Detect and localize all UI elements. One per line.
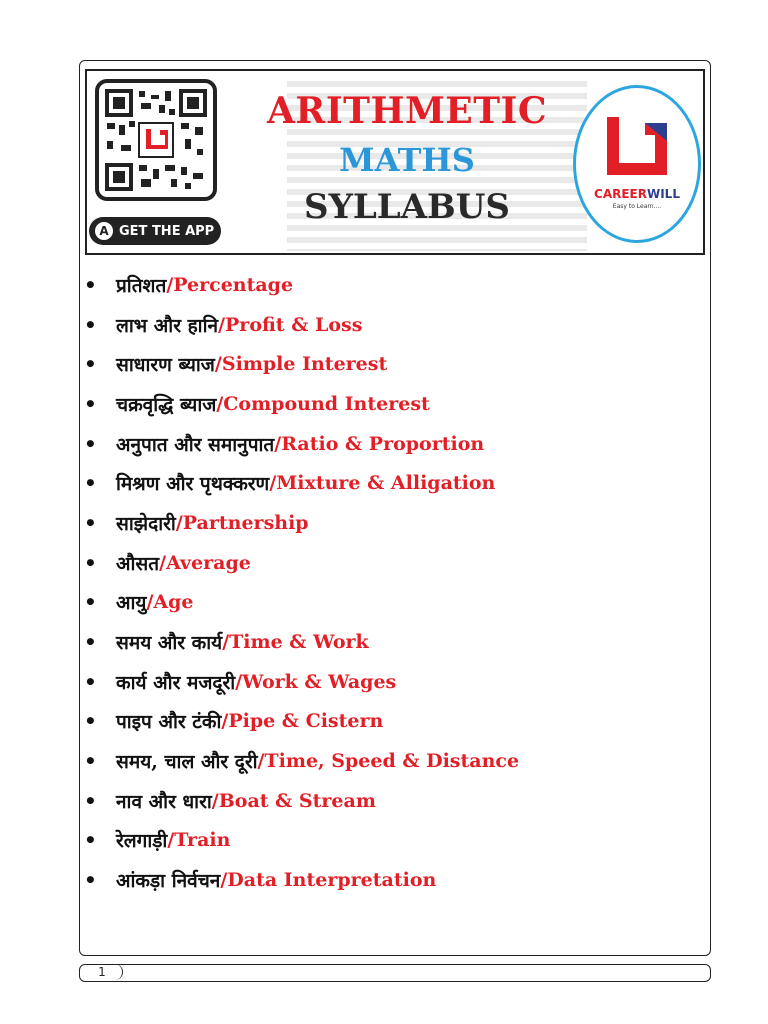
bullet-icon: • <box>84 471 97 496</box>
syllabus-list <box>84 265 704 900</box>
qr-code-icon[interactable] <box>95 79 217 201</box>
list-item: • आयु /Age <box>84 590 194 615</box>
get-app-label: GET THE APP <box>119 223 215 239</box>
bullet-icon: • <box>84 431 97 456</box>
page-number: 1 <box>82 964 123 980</box>
title-block <box>237 89 577 229</box>
list-item: • मिश्रण और पृथक्करण /Mixture & Alligation <box>84 471 496 496</box>
bullet-icon: • <box>84 391 97 416</box>
list-item: • प्रतिशत /Percentage <box>84 272 294 297</box>
footer-bar <box>79 964 711 982</box>
bullet-icon: • <box>84 590 97 615</box>
brand-name: CAREERWILL <box>594 187 680 201</box>
list-item: • साधारण ब्याज /Simple Interest <box>84 352 388 377</box>
header-banner <box>85 69 705 255</box>
list-item: • रेलगाड़ी /Train <box>84 828 231 853</box>
list-item: • औसत /Average <box>84 550 251 575</box>
bullet-icon: • <box>84 788 97 813</box>
app-store-icon: A <box>95 222 113 240</box>
list-item: • अनुपात और समानुपात /Ratio & Proportion <box>84 431 485 456</box>
bullet-icon: • <box>84 868 97 893</box>
bullet-icon: • <box>84 352 97 377</box>
bullet-icon: • <box>84 749 97 774</box>
title-syllabus: SYLLABUS <box>304 187 510 227</box>
list-item: • चक्रवृद्धि ब्याज /Compound Interest <box>84 391 430 416</box>
list-item: • पाइप और टंकी /Pipe & Cistern <box>84 709 384 734</box>
bullet-icon: • <box>84 669 97 694</box>
list-item: • समय और कार्य /Time & Work <box>84 630 369 655</box>
list-item: • नाव और धारा /Boat & Stream <box>84 788 376 813</box>
bullet-icon: • <box>84 828 97 853</box>
bullet-icon: • <box>84 630 97 655</box>
bullet-icon: • <box>84 709 97 734</box>
get-the-app-button[interactable] <box>89 217 221 245</box>
logo-mark-icon <box>601 111 673 181</box>
bullet-icon: • <box>84 510 97 535</box>
title-maths: MATHS <box>339 141 475 179</box>
bullet-icon: • <box>84 312 97 337</box>
list-item: • कार्य और मजदूरी /Work & Wages <box>84 669 397 694</box>
careerwill-logo-icon <box>573 83 705 245</box>
list-item: • लाभ और हानि /Profit & Loss <box>84 312 363 337</box>
list-item: • साझेदारी /Partnership <box>84 510 309 535</box>
list-item: • आंकड़ा निर्वचन /Data Interpretation <box>84 868 437 893</box>
list-item: • समय, चाल और दूरी /Time, Speed & Distance <box>84 749 520 774</box>
title-arithmetic: ARITHMETIC <box>266 90 548 132</box>
bullet-icon: • <box>84 550 97 575</box>
brand-tagline: Easy to Learn.... <box>612 203 662 210</box>
bullet-icon: • <box>84 272 97 297</box>
